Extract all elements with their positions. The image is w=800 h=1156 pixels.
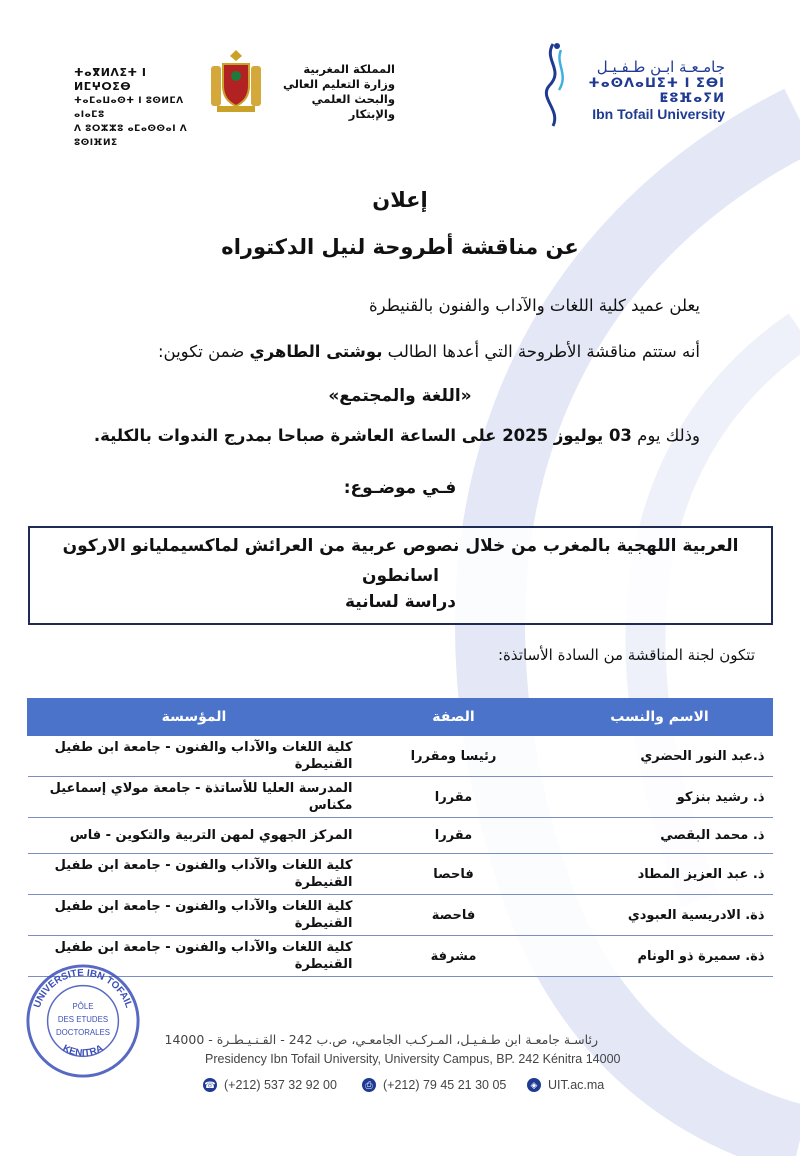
committee-intro: تتكون لجنة المناقشة من السادة الأساتذة: (497, 646, 755, 664)
university-name-ar: جامـعـة ابـن طـفـيـل (596, 58, 725, 76)
member-role: مشرفة (361, 936, 547, 977)
svg-text:KENITRA: KENITRA (60, 1042, 106, 1060)
ministry-name-tifinagh (74, 66, 204, 150)
ministry-line-3: والبحث العلمي والإبتكار (311, 92, 395, 121)
coat-of-arms-icon (205, 46, 267, 116)
table-row (28, 854, 773, 895)
column-header-name: الاسم والنسب (547, 699, 773, 736)
announcement-date-line (94, 426, 700, 445)
line2-pre: أنه ستتم مناقشة الأطروحة التي أعدها الطالب (382, 342, 700, 361)
university-logo (535, 40, 735, 130)
website-link[interactable]: UIT.ac.ma (548, 1078, 605, 1092)
ministry-line-2: وزارة التعليم العالي (282, 77, 395, 91)
date-line-pre: وذلك يوم (631, 426, 700, 445)
ministry-tf-line-2: ⵜⴰⵎⴰⵡⴰⵙⵜ ⵏ ⵓⵙⵍⵎⴷ ⴰⵏⴰⵎⵓ (74, 96, 184, 120)
table-row (28, 777, 773, 818)
column-header-role: الصفة (361, 699, 547, 736)
ministry-name-ar (275, 62, 395, 122)
student-name: بوشتى الطاهري (249, 342, 383, 361)
topic-line-2: اسانطون (361, 566, 440, 586)
member-name: ذ. محمد البقصي (547, 818, 773, 854)
column-header-institution: المؤسسة (28, 699, 361, 736)
member-role: فاحصا (361, 854, 547, 895)
committee-table (27, 698, 773, 977)
svg-text:DOCTORALES: DOCTORALES (55, 1027, 111, 1037)
university-name-tifinagh: ⵜⴰⵙⴷⴰⵡⵉⵜ ⵏ ⵉⴱⵏ ⵟⵓⴼⴰⵢⵍ (588, 76, 725, 106)
member-institution: كلية اللغات والآداب والفنون - جامعة ابن طفيل القنيطرة (28, 895, 361, 936)
member-name: ذ. رشيد بنزكو (547, 777, 773, 818)
footer-phone (203, 1078, 337, 1092)
phone-icon: ☎ (203, 1078, 217, 1092)
member-institution: كلية اللغات والآداب والفنون - جامعة ابن طفيل القنيطرة (28, 736, 361, 777)
svg-text:UNIVERSITE IBN TOFAIL: UNIVERSITE IBN TOFAIL (31, 967, 135, 1010)
member-name: ذ.عبد النور الحضري (547, 736, 773, 777)
footer-address-ar: رئاسـة جامعـة ابن طـفـيـل، المـركـب الجامعـي، ص.ب 242 - القـنـيـطـرة - 14000 (164, 1032, 598, 1047)
topic-label: فـي موضـوع: (343, 478, 457, 498)
member-name: ذة. سميرة ذو الونام (547, 936, 773, 977)
fax-icon: ⎙ (362, 1078, 376, 1092)
footer-website[interactable] (527, 1078, 604, 1092)
defense-date: 03 يوليوز 2025 على الساعة العاشرة صباحا بمدرج الندوات بالكلية. (93, 426, 632, 445)
member-name: ذ. عبد العزيز المطاد (547, 854, 773, 895)
ministry-line-1: المملكة المغربية (303, 62, 395, 76)
member-name: ذة. الادريسية العبودي (547, 895, 773, 936)
fax-number: (+212) 79 45 21 30 05 (383, 1078, 507, 1092)
doctoral-pole-stamp-icon (24, 962, 142, 1080)
member-institution: كلية اللغات والآداب والفنون - جامعة ابن طفيل القنيطرة (28, 936, 361, 977)
ministry-tf-line-3: ⴷ ⵓⵔⵣⵣⵓ ⴰⵎⴰⵙⵙⴰⵏ ⴷ ⵓⵙⵏⴼⵍⵉ (74, 124, 188, 148)
member-role: مقررا (361, 777, 547, 818)
thesis-topic-box (28, 526, 773, 625)
member-role: مقررا (361, 818, 547, 854)
line2-post: ضمن تكوين: (157, 342, 250, 361)
table-row (28, 818, 773, 854)
ministry-tf-line-1: ⵜⴰⴳⵍⴷⵉⵜ ⵏ ⵍⵎⵖⵔⵉⴱ (74, 66, 147, 93)
member-institution: المدرسة العليا للأساتذة - جامعة مولاي إسماعيل مكناس (28, 777, 361, 818)
table-row (28, 895, 773, 936)
announcement-title: إعلان (372, 188, 428, 212)
topic-line-3: دراسة لسانية (345, 592, 456, 612)
footer-fax (362, 1078, 506, 1092)
footer-address-en: Presidency Ibn Tofail University, University Campus, BP. 242 Kénitra 14000 (205, 1052, 621, 1066)
topic-line-1: العربية اللهجية بالمغرب من خلال نصوص عربية من العرائش لماكسيمليانو الاركون (62, 536, 739, 556)
announcement-subtitle: عن مناقشة أطروحة لنيل الدكتوراه (221, 235, 579, 259)
announcement-line-1: يعلن عميد كلية اللغات والآداب والفنون بالقنيطرة (368, 296, 700, 315)
university-name-en: Ibn Tofail University (592, 106, 725, 122)
svg-text:DES ETUDES: DES ETUDES (57, 1014, 109, 1024)
member-institution: كلية اللغات والآداب والفنون - جامعة ابن طفيل القنيطرة (28, 854, 361, 895)
table-row (28, 736, 773, 777)
svg-text:PÔLE: PÔLE (72, 1002, 94, 1012)
announcement-line-2 (158, 342, 700, 361)
member-institution: المركز الجهوي لمهن التربية والتكوين - فاس (28, 818, 361, 854)
program-name: «اللغة والمجتمع» (328, 386, 472, 406)
member-role: فاحصة (361, 895, 547, 936)
member-role: رئيسا ومقررا (361, 736, 547, 777)
globe-icon: ◈ (527, 1078, 541, 1092)
phone-number: (+212) 537 32 92 00 (224, 1078, 337, 1092)
